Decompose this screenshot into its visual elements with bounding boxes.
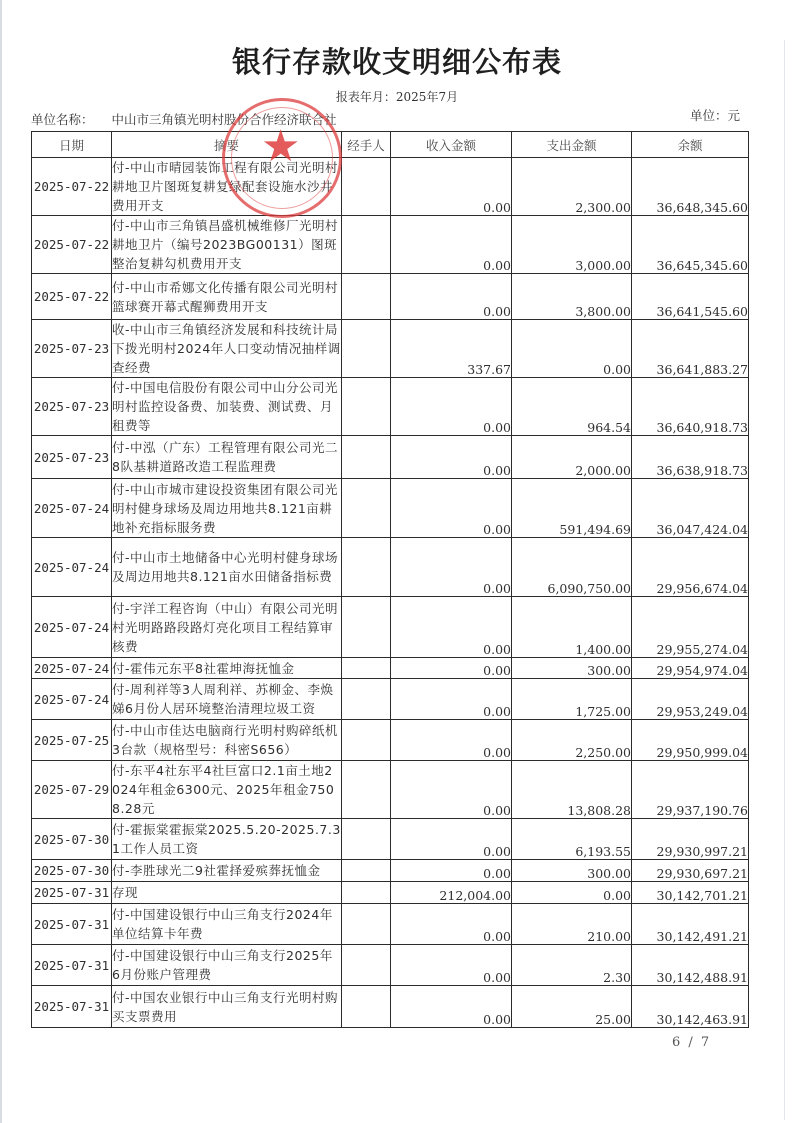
scan-left-edge	[0, 0, 2, 1123]
cell-expense: 300.00	[512, 658, 632, 679]
cell-date: 2025-07-29	[32, 761, 112, 819]
table-row	[32, 479, 749, 538]
cell-expense: 2,000.00	[512, 436, 632, 479]
cell-expense: 6,090,750.00	[512, 538, 632, 597]
cell-balance: 29,930,997.21	[632, 819, 749, 860]
cell-balance: 36,641,883.27	[632, 320, 749, 378]
cell-handler	[342, 720, 391, 761]
cell-income: 0.00	[391, 720, 512, 761]
cell-expense: 2.30	[512, 945, 632, 986]
cell-balance: 36,047,424.04	[632, 479, 749, 538]
cell-summary: 付-中山市晴园装饰工程有限公司光明村耕地卫片图斑复耕复绿配套设施水沙井费用开支	[112, 158, 342, 216]
cell-handler	[342, 945, 391, 986]
table-row	[32, 882, 749, 904]
cell-handler	[342, 679, 391, 720]
cell-date: 2025-07-31	[32, 904, 112, 945]
cell-handler	[342, 658, 391, 679]
cell-summary: 付-中国农业银行中山三角支行光明村购买支票费用	[112, 986, 342, 1028]
cell-date: 2025-07-30	[32, 860, 112, 882]
cell-date: 2025-07-22	[32, 216, 112, 274]
cell-balance: 36,640,918.73	[632, 378, 749, 436]
table-row	[32, 216, 749, 274]
cell-summary: 付-中山市三角镇昌盛机械维修厂光明村耕地卫片（编号2023BG00131）图斑整治复耕勾机费用开支	[112, 216, 342, 274]
header-handler: 经手人	[342, 132, 391, 158]
cell-expense: 2,300.00	[512, 158, 632, 216]
cell-expense: 1,400.00	[512, 597, 632, 658]
cell-balance: 36,645,345.60	[632, 216, 749, 274]
cell-summary: 付-霍振棠霍振棠2025.5.20-2025.7.31工作人员工资	[112, 819, 342, 860]
cell-income: 0.00	[391, 819, 512, 860]
report-period: 报表年月：2025年7月	[335, 90, 459, 104]
cell-date: 2025-07-22	[32, 274, 112, 320]
cell-summary: 存现	[112, 882, 342, 904]
cell-balance: 29,955,274.04	[632, 597, 749, 658]
table-row	[32, 658, 749, 679]
cell-summary: 付-中国建设银行中山三角支行2025年6月份账户管理费	[112, 945, 342, 986]
cell-handler	[342, 378, 391, 436]
cell-expense: 591,494.69	[512, 479, 632, 538]
cell-expense: 1,725.00	[512, 679, 632, 720]
cell-income: 0.00	[391, 436, 512, 479]
cell-date: 2025-07-23	[32, 436, 112, 479]
cell-income: 0.00	[391, 679, 512, 720]
unit-name-row	[31, 110, 337, 128]
cell-expense: 3,800.00	[512, 274, 632, 320]
cell-handler	[342, 436, 391, 479]
cell-summary: 付-中国电信股份有限公司中山分公司光明村监控设备费、加装费、测试费、月租费等	[112, 378, 342, 436]
cell-handler	[342, 860, 391, 882]
cell-date: 2025-07-22	[32, 158, 112, 216]
cell-summary: 付-中泓（广东）工程管理有限公司光二8队基耕道路改造工程监理费	[112, 436, 342, 479]
table-row	[32, 986, 749, 1028]
cell-handler	[342, 986, 391, 1028]
cell-balance: 30,142,701.21	[632, 882, 749, 904]
header-summary: 摘要	[112, 132, 342, 158]
cell-income: 0.00	[391, 761, 512, 819]
cell-income: 0.00	[391, 378, 512, 436]
cell-income: 0.00	[391, 945, 512, 986]
table-row	[32, 320, 749, 378]
scan-right-edge	[784, 40, 785, 1120]
cell-income: 0.00	[391, 479, 512, 538]
table-row	[32, 378, 749, 436]
cell-expense: 2,250.00	[512, 720, 632, 761]
cell-income: 0.00	[391, 658, 512, 679]
document-title: 银行存款收支明细公布表	[231, 45, 562, 79]
cell-balance: 36,638,918.73	[632, 436, 749, 479]
cell-handler	[342, 761, 391, 819]
cell-date: 2025-07-31	[32, 986, 112, 1028]
table-row	[32, 945, 749, 986]
table-row	[32, 720, 749, 761]
cell-expense: 210.00	[512, 904, 632, 945]
cell-handler	[342, 597, 391, 658]
table-row	[32, 679, 749, 720]
table-row	[32, 597, 749, 658]
cell-income: 0.00	[391, 860, 512, 882]
table-row	[32, 158, 749, 216]
table-header-row	[32, 132, 749, 158]
cell-balance: 29,937,190.76	[632, 761, 749, 819]
header-date: 日期	[32, 132, 112, 158]
table-row	[32, 436, 749, 479]
cell-summary: 付-李胜球光二9社霍择爱殡葬抚恤金	[112, 860, 342, 882]
cell-balance: 30,142,488.91	[632, 945, 749, 986]
cell-summary: 付-周利祥等3人周利祥、苏柳金、李焕娣6月份人居环境整治清理垃圾工资	[112, 679, 342, 720]
cell-expense: 25.00	[512, 986, 632, 1028]
cell-date: 2025-07-30	[32, 819, 112, 860]
cell-handler	[342, 274, 391, 320]
table-row	[32, 274, 749, 320]
cell-summary: 付-霍伟元东平8社霍坤海抚恤金	[112, 658, 342, 679]
cell-expense: 300.00	[512, 860, 632, 882]
table-row	[32, 761, 749, 819]
cell-balance: 30,142,491.21	[632, 904, 749, 945]
cell-handler	[342, 158, 391, 216]
cell-handler	[342, 320, 391, 378]
cell-handler	[342, 216, 391, 274]
cell-date: 2025-07-31	[32, 945, 112, 986]
table-row	[32, 860, 749, 882]
cell-income: 0.00	[391, 986, 512, 1028]
cell-balance: 36,648,345.60	[632, 158, 749, 216]
cell-income: 0.00	[391, 597, 512, 658]
unit-name-value: 中山市三角镇光明村股份合作经济联合社	[111, 112, 337, 127]
cell-balance: 36,641,545.60	[632, 274, 749, 320]
cell-summary: 付-中山市城市建设投资集团有限公司光明村健身球场及周边用地共8.121亩耕地补充指标服务费	[112, 479, 342, 538]
cell-balance: 29,954,974.04	[632, 658, 749, 679]
cell-handler	[342, 819, 391, 860]
cell-date: 2025-07-24	[32, 597, 112, 658]
cell-handler	[342, 479, 391, 538]
cell-income: 0.00	[391, 274, 512, 320]
cell-date: 2025-07-24	[32, 538, 112, 597]
cell-date: 2025-07-24	[32, 679, 112, 720]
cell-summary: 付-中山市土地储备中心光明村健身球场及周边用地共8.121亩水田储备指标费	[112, 538, 342, 597]
cell-expense: 964.54	[512, 378, 632, 436]
cell-balance: 29,930,697.21	[632, 860, 749, 882]
cell-income: 0.00	[391, 216, 512, 274]
cell-date: 2025-07-24	[32, 479, 112, 538]
cell-expense: 3,000.00	[512, 216, 632, 274]
cell-balance: 29,950,999.04	[632, 720, 749, 761]
cell-income: 0.00	[391, 904, 512, 945]
cell-balance: 30,142,463.91	[632, 986, 749, 1028]
cell-date: 2025-07-23	[32, 378, 112, 436]
page-number: 6 / 7	[672, 1035, 712, 1050]
cell-summary: 付-中山市佳达电脑商行光明村购碎纸机3台款（规格型号：科密S656）	[112, 720, 342, 761]
table-row	[32, 904, 749, 945]
cell-summary: 付-宇洋工程咨询（中山）有限公司光明村光明路路段路灯亮化项目工程结算审核费	[112, 597, 342, 658]
cell-income: 0.00	[391, 158, 512, 216]
cell-expense: 6,193.55	[512, 819, 632, 860]
header-income: 收入金额	[391, 132, 512, 158]
cell-expense: 0.00	[512, 882, 632, 904]
table-row	[32, 819, 749, 860]
cell-date: 2025-07-24	[32, 658, 112, 679]
currency-unit: 单位：元	[689, 108, 740, 123]
cell-income: 0.00	[391, 538, 512, 597]
header-expense: 支出金额	[512, 132, 632, 158]
cell-balance: 29,956,674.04	[632, 538, 749, 597]
cell-expense: 0.00	[512, 320, 632, 378]
star-icon: ★	[261, 121, 301, 172]
unit-name-label: 单位名称：	[31, 112, 94, 127]
cell-handler	[342, 904, 391, 945]
cell-date: 2025-07-23	[32, 320, 112, 378]
cell-balance: 29,953,249.04	[632, 679, 749, 720]
cell-summary: 付-东平4社东平4社巨富口2.1亩土地2024年租金6300元、2025年租金7508.28元	[112, 761, 342, 819]
cell-date: 2025-07-31	[32, 882, 112, 904]
table-row	[32, 538, 749, 597]
cell-summary: 收-中山市三角镇经济发展和科技统计局下拨光明村2024年人口变动情况抽样调查经费	[112, 320, 342, 378]
cell-expense: 13,808.28	[512, 761, 632, 819]
cell-summary: 付-中国建设银行中山三角支行2024年单位结算卡年费	[112, 904, 342, 945]
cell-income: 212,004.00	[391, 882, 512, 904]
cell-income: 337.67	[391, 320, 512, 378]
cell-date: 2025-07-25	[32, 720, 112, 761]
cell-handler	[342, 882, 391, 904]
cell-handler	[342, 538, 391, 597]
ledger-table	[31, 131, 749, 1028]
cell-summary: 付-中山市希娜文化传播有限公司光明村篮球赛开幕式醒狮费用开支	[112, 274, 342, 320]
header-balance: 余额	[632, 132, 749, 158]
